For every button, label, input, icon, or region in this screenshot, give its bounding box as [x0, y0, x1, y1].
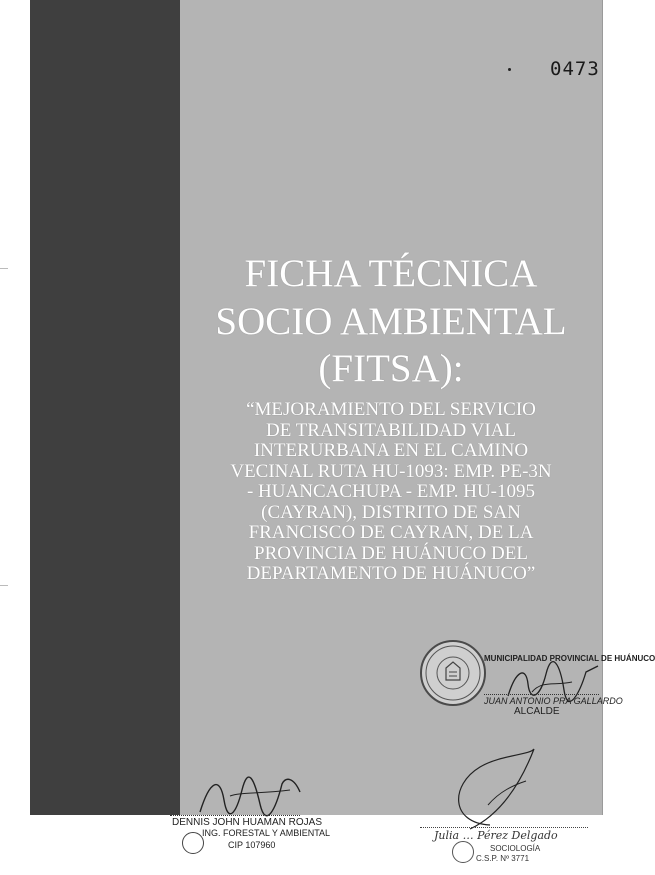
subtitle-line: - HUANCACHUPA - EMP. HU-1095 [246, 481, 536, 503]
engineer-cip: CIP 107960 [228, 840, 276, 850]
professional-seal-icon [452, 841, 474, 863]
subtitle-line: INTERURBANA EN EL CAMINO [253, 440, 529, 462]
mayor-stamp [484, 654, 655, 724]
subtitle-line: PROVINCIA DE HUÁNUCO DEL [254, 542, 528, 564]
subtitle-line: FRANCISCO DE CAYRAN, DE LA [248, 522, 534, 544]
subtitle-line: (CAYRAN), DISTRITO DE SAN [261, 501, 521, 523]
subtitle-line: “MEJORAMIENTO DEL SERVICIO [246, 399, 536, 420]
engineer-name: DENNIS JOHN HUAMAN ROJAS [172, 817, 323, 828]
sociologist-signature-icon [430, 745, 550, 835]
municipal-seal-icon [420, 640, 486, 706]
sociologist-registration: C.S.P. Nº 3771 [476, 854, 530, 863]
sociologist-name: Julia … Pérez Delgado [434, 829, 558, 842]
margin-mark [0, 268, 8, 269]
title-line: SOCIO AMBIENTAL [215, 299, 567, 343]
subtitle-line: VECINAL RUTA HU-1093: EMP. PE-3N [230, 460, 552, 482]
document-title [180, 250, 602, 393]
page-number: 0473 [550, 58, 600, 80]
professional-seal-icon [182, 832, 204, 854]
scan-speck [508, 68, 511, 71]
project-name [180, 400, 602, 585]
mayor-name: JUAN ANTONIO PRA GALLARDO [484, 696, 623, 706]
panel-edge [602, 0, 603, 815]
title-line: FICHA TÉCNICA [244, 252, 538, 295]
stamp-organization: MUNICIPALIDAD PROVINCIAL DE HUÁNUCO [484, 654, 655, 663]
engineer-signature-icon [190, 770, 310, 820]
title-line: (FITSA): [318, 347, 464, 391]
signature-rule [420, 827, 588, 828]
signature-rule [484, 694, 599, 695]
dark-side-band [30, 0, 180, 815]
mayor-role: ALCALDE [514, 706, 560, 717]
margin-mark [0, 585, 8, 586]
subtitle-line: DE TRANSITABILIDAD VIAL [265, 419, 517, 441]
sociologist-signature-block [420, 745, 590, 870]
signature-rule [170, 815, 300, 816]
engineer-title: ING. FORESTAL Y AMBIENTAL [202, 828, 331, 838]
engineer-signature-block [170, 770, 330, 870]
subtitle-line: DEPARTAMENTO DE HUÁNUCO” [246, 563, 536, 585]
sociologist-title: SOCIOLOGÍA [490, 844, 541, 853]
